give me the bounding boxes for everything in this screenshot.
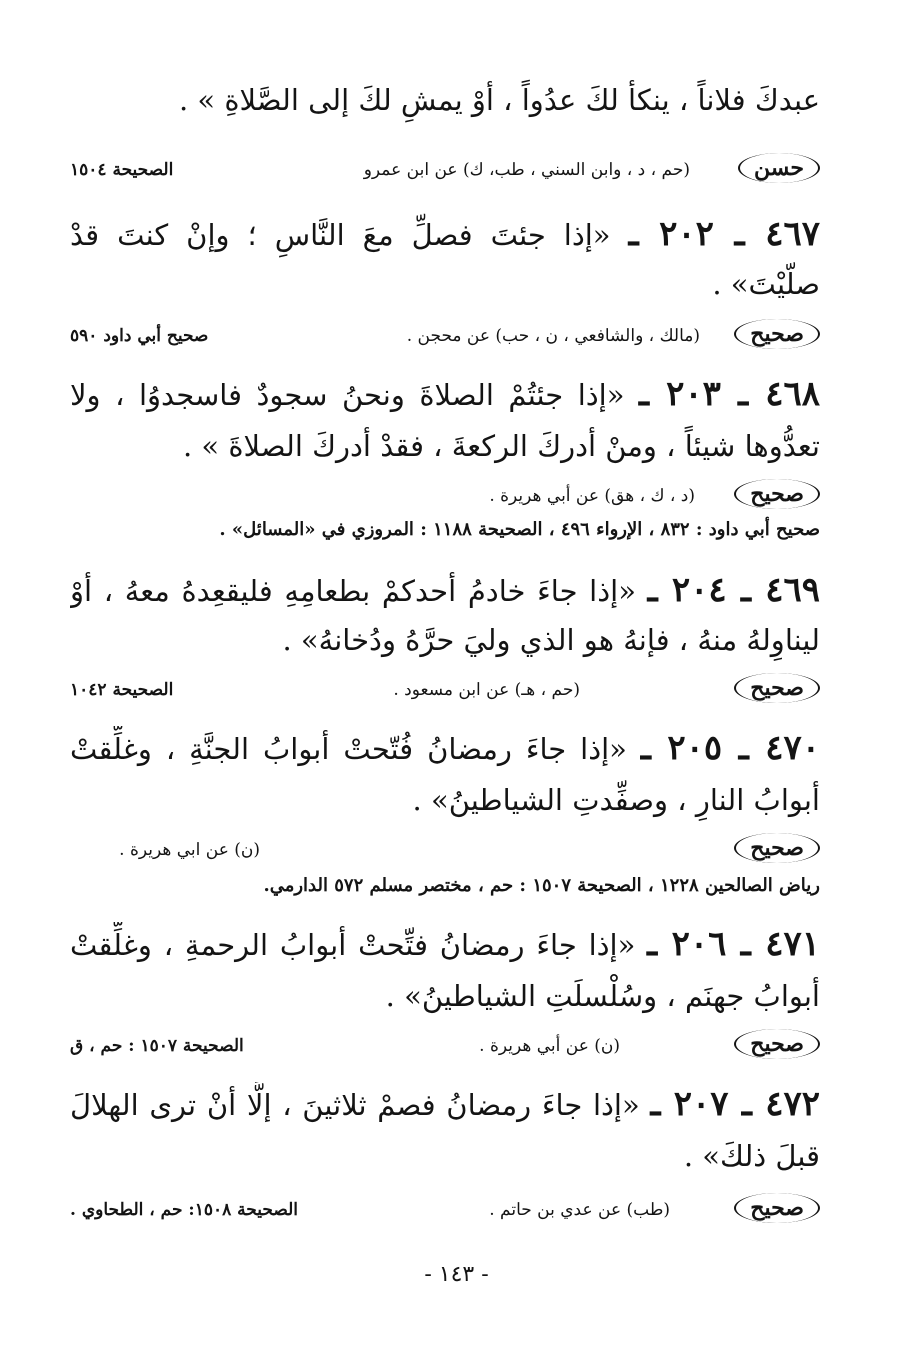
page-number: - ١٤٣ - bbox=[424, 1262, 489, 1287]
hadith-470-line-2: أبوابُ النارِ ، وصفِّدتِ الشياطينُ» . bbox=[412, 783, 820, 817]
hadith-468-reference bbox=[70, 476, 820, 516]
hadith-text: «إذا جاءَ رمضانُ فتِّحتْ أبوابُ الرحمةِ ، وغلِّقتْ bbox=[70, 928, 636, 962]
hadith-text: «إذا جاءَ رمضانُ فصمْ ثلاثينَ ، إلَّا أنْ ترى الهلالَ bbox=[70, 1088, 640, 1122]
hadith-number: ٤٧٢ ـ ٢٠٧ ـ bbox=[650, 1084, 820, 1124]
reference-sources: (مالك ، والشافعي ، ن ، حب) عن محجن . bbox=[406, 326, 700, 346]
hadith-472-line-1 bbox=[70, 1082, 820, 1130]
reference-sources: (ن) عن أبي هريرة . bbox=[479, 1036, 620, 1056]
grade-badge: صحيح bbox=[734, 833, 820, 863]
hadith-471-reference bbox=[70, 1026, 820, 1066]
reference-authority: الصحيحة ١٠٤٢ bbox=[70, 680, 174, 700]
grade-badge: صحيح bbox=[734, 1029, 820, 1059]
hadith-468-line-1 bbox=[70, 372, 820, 420]
grade-badge: صحيح bbox=[734, 673, 820, 703]
hadith-471-line-1 bbox=[70, 922, 820, 970]
hadith-469-line-1 bbox=[70, 568, 820, 616]
hadith-468-additional-references: صحيح أبي داود : ٨٣٢ ، الإرواء ٤٩٦ ، الصحيحة ١١٨٨ : المروزي في «المسائل» . bbox=[219, 519, 820, 540]
reference-authority: الصحيحة ١٥٠٨: حم ، الطحاوي . bbox=[70, 1200, 298, 1220]
grade-badge: صحيح bbox=[734, 479, 820, 509]
grade-badge: حسن bbox=[738, 153, 820, 183]
reference-sources: (ن) عن ابي هريرة . bbox=[119, 840, 260, 860]
hadith-471-line-2: أبوابُ جهنَم ، وسُلْسلَتِ الشياطينُ» . bbox=[385, 979, 820, 1013]
reference-authority: الصحيحة ١٥٠٧ : حم ، ق bbox=[70, 1036, 244, 1056]
hadith-number: ٤٦٧ ـ ٢٠٢ ـ bbox=[628, 214, 820, 254]
hadith-text: «إذا جئتَ فصلِّ معَ النَّاسِ ؛ وإنْ كنتَ قدْ bbox=[70, 218, 611, 252]
hadith-number: ٤٧١ ـ ٢٠٦ ـ bbox=[647, 924, 820, 964]
hadith-469-reference bbox=[70, 670, 820, 710]
hadith-467-line-1 bbox=[70, 212, 820, 260]
hadith-472-reference bbox=[70, 1190, 820, 1230]
hadith-number: ٤٧٠ ـ ٢٠٥ ـ bbox=[640, 728, 820, 768]
hadith-470-additional-references: رياض الصالحين ١٢٢٨ ، الصحيحة ١٥٠٧ : حم ، مختصر مسلم ٥٧٢ الدارمي. bbox=[263, 875, 820, 896]
hadith-text: «إذا جئتُمْ الصلاةَ ونحنُ سجودٌ فاسجدوُا ، ولا bbox=[70, 378, 625, 412]
reference-authority: صحيح أبي داود ٥٩٠ bbox=[70, 326, 209, 346]
reference-authority: الصحيحة ١٥٠٤ bbox=[70, 160, 174, 180]
hadith-467-line-2: صلَّيْتَ» . bbox=[712, 267, 820, 301]
hadith-number: ٤٦٩ ـ ٢٠٤ ـ bbox=[647, 570, 820, 610]
top-reference bbox=[70, 150, 820, 190]
hadith-text: «إذا جاءَ رمضانُ فُتّحتْ أبوابُ الجنَّةِ ، وغلِّقتْ bbox=[70, 732, 627, 766]
reference-sources: (د ، ك ، هق) عن أبي هريرة . bbox=[489, 486, 695, 506]
continuation-line: عبدكَ فلاناً ، ينكأ لكَ عدُواً ، أوْ يمشِ لكَ إلى الصَّلاةِ » . bbox=[178, 83, 820, 117]
grade-badge: صحيح bbox=[734, 319, 820, 349]
hadith-470-reference bbox=[70, 830, 820, 870]
hadith-number: ٤٦٨ ـ ٢٠٣ ـ bbox=[639, 374, 820, 414]
hadith-469-line-2: ليناوِلهُ منهُ ، فإنهُ هو الذي وليَ حرَّهُ ودُخانهُ» . bbox=[282, 623, 820, 657]
reference-sources: (طب) عن عدي بن حاتم . bbox=[489, 1200, 670, 1220]
grade-badge: صحيح bbox=[734, 1193, 820, 1223]
hadith-text: «إذا جاءَ خادمُ أحدكمْ بطعامِهِ فليقعِدهُ معهُ ، أوْ bbox=[70, 574, 636, 608]
hadith-470-line-1 bbox=[70, 726, 820, 774]
hadith-472-line-2: قبلَ ذلكَ» . bbox=[683, 1139, 820, 1173]
reference-sources: (حم ، هـ) عن ابن مسعود . bbox=[393, 680, 580, 700]
reference-sources: (حم ، د ، وابن السني ، طب، ك) عن ابن عمرو bbox=[363, 160, 690, 180]
hadith-468-line-2: تعدُّوها شيئاً ، ومنْ أدركَ الركعةَ ، فقدْ أدركَ الصلاةَ » . bbox=[182, 429, 820, 463]
hadith-467-reference bbox=[70, 316, 820, 356]
